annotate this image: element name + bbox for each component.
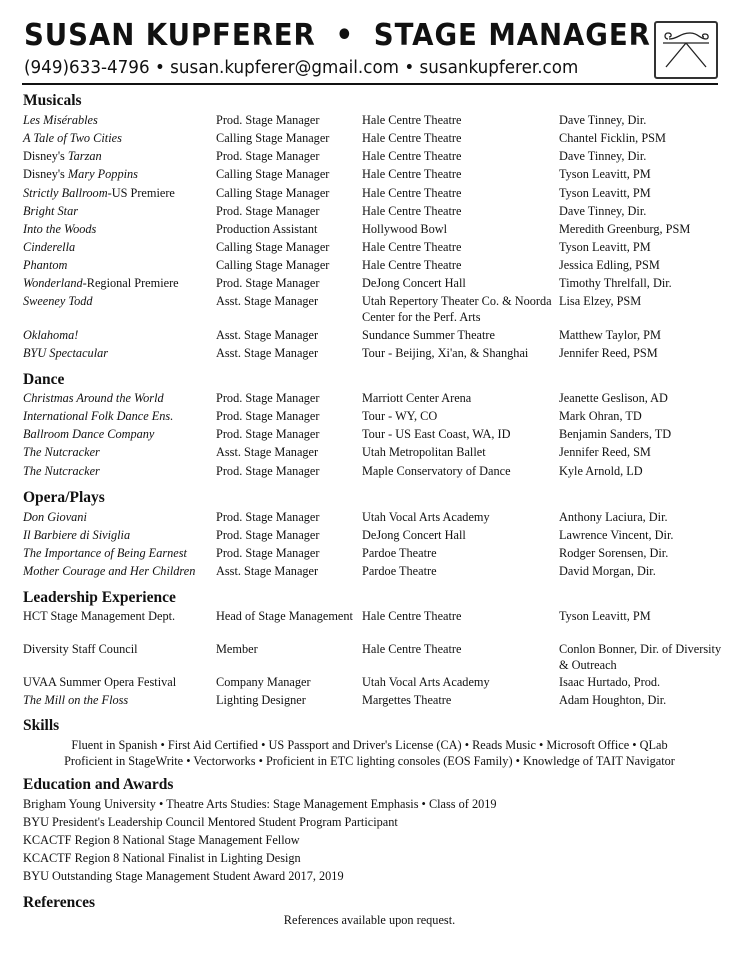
show-title: The Nutcracker (23, 445, 100, 459)
email-link[interactable]: susan.kupferer@gmail.com (170, 57, 399, 78)
show-title: The Mill on the Floss (23, 693, 129, 707)
credit-role: Company Manager (216, 675, 311, 689)
credit-venue: Utah Metropolitan Ballet (362, 445, 486, 459)
skills-line-1: Fluent in Spanish • First Aid Certified • US Passport and Driver's License (CA) • Reads Music • Microsoft Office • QLab (71, 738, 668, 752)
show-title: Mother Courage and Her Children (23, 564, 196, 578)
credit-show (23, 294, 213, 310)
show-note: -Regional Premiere (82, 276, 179, 290)
education-item: BYU Outstanding Stage Management Student Award 2017, 2019 (23, 869, 344, 883)
header-divider (22, 83, 718, 85)
credit-role: Member (216, 642, 258, 656)
skills-line-2: Proficient in StageWrite • Vectorworks • Proficient in ETC lighting consoles (EOS Family) • Knowledge of TAIT Navigator (64, 754, 675, 768)
credit-contact: Mark Ohran, TD (559, 409, 642, 423)
education-item: KCACTF Region 8 National Stage Management Fellow (23, 833, 300, 847)
credit-show (23, 113, 213, 129)
credit-role: Asst. Stage Manager (216, 346, 319, 360)
title-separator: • (335, 18, 355, 53)
credit-contact: Tyson Leavitt, PM (559, 186, 651, 200)
credit-role: Asst. Stage Manager (216, 294, 319, 308)
credit-venue: DeJong Concert Hall (362, 276, 466, 290)
credit-venue: Utah Vocal Arts Academy (362, 675, 490, 689)
show-title: Diversity Staff Council (23, 642, 138, 656)
section-title-education: Education and Awards (23, 776, 174, 793)
credit-show (23, 510, 213, 526)
credit-contact: Isaac Hurtado, Prod. (559, 675, 661, 689)
phone[interactable]: (949)633-4796 (24, 57, 150, 78)
references-text: References available upon request. (283, 913, 456, 927)
credit-contact: Timothy Threlfall, Dir. (559, 276, 672, 290)
credit-venue: Hale Centre Theatre (362, 609, 462, 623)
credit-contact: Conlon Bonner, Dir. of Diversity & Outreach (559, 642, 722, 672)
credit-show (23, 240, 213, 256)
show-title: International Folk Dance Ens. (23, 409, 174, 423)
credit-show (23, 609, 213, 625)
credit-venue: Utah Vocal Arts Academy (362, 510, 490, 524)
show-title: UVAA Summer Opera Festival (23, 675, 177, 689)
show-title: Into the Woods (23, 222, 97, 236)
credit-role: Calling Stage Manager (216, 186, 330, 200)
credit-role: Prod. Stage Manager (216, 391, 320, 405)
section-title-skills: Skills (23, 717, 60, 734)
credit-show (23, 427, 213, 443)
credit-show (23, 464, 213, 480)
credit-show (23, 346, 213, 362)
credit-contact: Tyson Leavitt, PM (559, 609, 651, 623)
credit-contact: Jennifer Reed, PSM (559, 346, 658, 360)
credit-venue: Hale Centre Theatre (362, 113, 462, 127)
contact-separator: • (404, 57, 420, 78)
show-prefix: Disney's (23, 149, 68, 163)
credit-show (23, 693, 213, 709)
show-title: HCT Stage Management Dept. (23, 609, 176, 623)
credit-contact: Jeanette Geslison, AD (559, 391, 668, 405)
credit-venue: Maple Conservatory of Dance (362, 464, 511, 478)
credit-venue: Tour - Beijing, Xi'an, & Shanghai (362, 346, 529, 360)
credit-contact: Anthony Laciura, Dir. (559, 510, 668, 524)
credit-venue: Hale Centre Theatre (362, 204, 462, 218)
credit-show (23, 204, 213, 220)
education-item: BYU President's Leadership Council Mentored Student Program Participant (23, 815, 398, 829)
show-note: -US Premiere (107, 186, 175, 200)
credit-role: Asst. Stage Manager (216, 445, 319, 459)
show-title: Les Misérables (23, 113, 98, 127)
credit-contact: David Morgan, Dir. (559, 564, 656, 578)
show-title: Il Barbiere di Siviglia (23, 528, 131, 542)
credit-role: Prod. Stage Manager (216, 546, 320, 560)
credit-venue: DeJong Concert Hall (362, 528, 466, 542)
credit-venue: Hale Centre Theatre (362, 642, 462, 656)
credit-role: Prod. Stage Manager (216, 204, 320, 218)
credit-show (23, 131, 213, 147)
credit-venue: Hollywood Bowl (362, 222, 448, 236)
show-title: A Tale of Two Cities (23, 131, 122, 145)
show-title: Christmas Around the World (23, 391, 164, 405)
show-title: Strictly Ballroom (23, 186, 108, 200)
show-title: Phantom (23, 258, 68, 272)
credit-contact: Jessica Edling, PSM (559, 258, 660, 272)
credit-role: Lighting Designer (216, 693, 306, 707)
show-title: Bright Star (23, 204, 78, 218)
credit-contact: Lisa Elzey, PSM (559, 294, 642, 308)
section-title-dance: Dance (23, 371, 65, 388)
credit-contact: Lawrence Vincent, Dir. (559, 528, 674, 542)
credit-show (23, 642, 213, 658)
show-title: Ballroom Dance Company (23, 427, 155, 441)
credit-venue: Marriott Center Arena (362, 391, 472, 405)
show-title: BYU Spectacular (23, 346, 109, 360)
resume-header (24, 18, 651, 80)
credit-show (23, 167, 213, 183)
credit-role: Head of Stage Management (216, 609, 353, 623)
credit-contact: Dave Tinney, Dir. (559, 149, 647, 163)
show-title: The Importance of Being Earnest (23, 546, 187, 560)
full-name: SUSAN KUPFERER (24, 18, 316, 53)
section-title-opera-plays: Opera/Plays (23, 489, 105, 506)
credit-show (23, 409, 213, 425)
credit-show (23, 546, 213, 562)
show-title: Tarzan (67, 149, 102, 163)
credit-show (23, 186, 213, 202)
credit-role: Prod. Stage Manager (216, 149, 320, 163)
credit-role: Prod. Stage Manager (216, 409, 320, 423)
show-title: Sweeney Todd (23, 294, 93, 308)
website-link[interactable]: susankupferer.com (419, 57, 579, 78)
credit-contact: Chantel Ficklin, PSM (559, 131, 666, 145)
credit-role: Calling Stage Manager (216, 240, 330, 254)
show-title: Don Giovani (23, 510, 87, 524)
show-title: Wonderland (23, 276, 83, 290)
education-item: Brigham Young University • Theatre Arts Studies: Stage Management Emphasis • Class of 2019 (23, 797, 497, 811)
credit-contact: Jennifer Reed, SM (559, 445, 651, 459)
credit-venue: Hale Centre Theatre (362, 149, 462, 163)
credit-role: Prod. Stage Manager (216, 113, 320, 127)
credit-show (23, 276, 213, 292)
credit-role: Calling Stage Manager (216, 131, 330, 145)
credit-contact: Rodger Sorensen, Dir. (559, 546, 669, 560)
credit-show (23, 564, 213, 580)
credit-contact: Benjamin Sanders, TD (559, 427, 672, 441)
credit-role: Calling Stage Manager (216, 167, 330, 181)
credit-venue: Pardoe Theatre (362, 546, 437, 560)
credit-role: Asst. Stage Manager (216, 564, 319, 578)
credit-contact: Kyle Arnold, LD (559, 464, 643, 478)
credit-role: Prod. Stage Manager (216, 276, 320, 290)
name-title-line (24, 18, 651, 54)
credit-role: Prod. Stage Manager (216, 510, 320, 524)
credit-role: Calling Stage Manager (216, 258, 330, 272)
credit-venue: Sundance Summer Theatre (362, 328, 495, 342)
contact-line (24, 56, 591, 80)
credit-role: Asst. Stage Manager (216, 328, 319, 342)
credit-contact: Meredith Greenburg, PSM (559, 222, 691, 236)
section-title-leadership: Leadership Experience (23, 589, 176, 606)
credit-show (23, 528, 213, 544)
contact-separator: • (154, 57, 171, 78)
credit-show (23, 675, 213, 691)
credit-venue: Hale Centre Theatre (362, 131, 462, 145)
credit-venue: Tour - US East Coast, WA, ID (362, 427, 511, 441)
section-title-references: References (23, 894, 96, 911)
credit-venue: Utah Repertory Theater Co. & Noorda Center for the Perf. Arts (362, 294, 552, 324)
credit-venue: Margettes Theatre (362, 693, 452, 707)
credit-role: Production Assistant (216, 222, 318, 236)
education-item: KCACTF Region 8 National Finalist in Lighting Design (23, 851, 301, 865)
credit-show (23, 222, 213, 238)
show-title: The Nutcracker (23, 464, 100, 478)
credit-venue: Hale Centre Theatre (362, 167, 462, 181)
credit-contact: Tyson Leavitt, PM (559, 167, 651, 181)
credit-venue: Hale Centre Theatre (362, 186, 462, 200)
credit-show (23, 328, 213, 344)
credit-contact: Dave Tinney, Dir. (559, 113, 647, 127)
credit-role: Prod. Stage Manager (216, 528, 320, 542)
credit-venue: Hale Centre Theatre (362, 258, 462, 272)
show-prefix: Disney's (23, 167, 68, 181)
credit-show (23, 391, 213, 407)
credit-role: Prod. Stage Manager (216, 427, 320, 441)
section-title-musicals: Musicals (23, 92, 82, 109)
credit-role: Prod. Stage Manager (216, 464, 320, 478)
credit-show (23, 149, 213, 165)
job-title: STAGE MANAGER (373, 18, 651, 53)
show-title: Cinderella (23, 240, 76, 254)
show-title: Oklahoma! (23, 328, 79, 342)
credit-venue: Tour - WY, CO (362, 409, 438, 423)
credit-contact: Matthew Taylor, PM (559, 328, 661, 342)
credit-contact: Tyson Leavitt, PM (559, 240, 651, 254)
credit-contact: Dave Tinney, Dir. (559, 204, 647, 218)
show-title: Mary Poppins (67, 167, 138, 181)
credit-show (23, 258, 213, 274)
credit-show (23, 445, 213, 461)
credit-contact: Adam Houghton, Dir. (559, 693, 667, 707)
proscenium-scroll-logo-icon (654, 21, 718, 79)
credit-venue: Hale Centre Theatre (362, 240, 462, 254)
credit-venue: Pardoe Theatre (362, 564, 437, 578)
